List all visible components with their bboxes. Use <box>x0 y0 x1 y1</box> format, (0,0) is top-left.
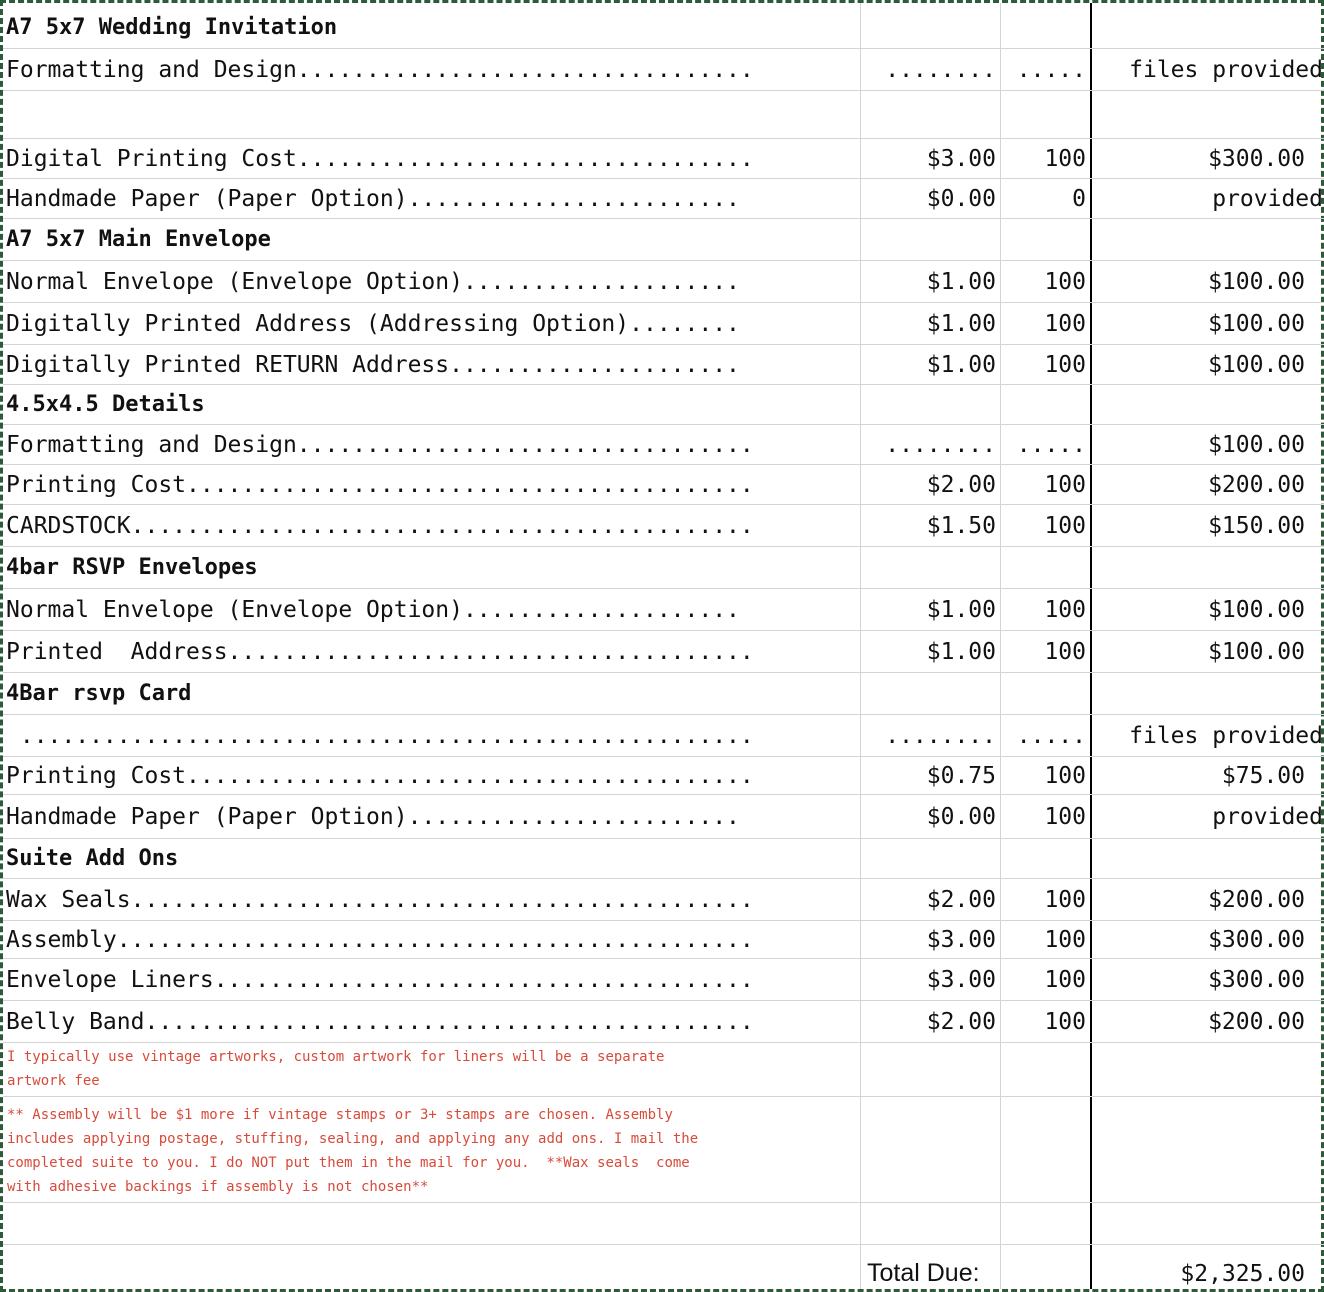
item-unit-price: $1.00 <box>926 268 996 295</box>
item-unit-price: $3.00 <box>926 145 996 172</box>
item-unit-price: $1.00 <box>926 351 996 378</box>
item-description: ..................................................... <box>6 722 754 749</box>
item-quantity: ..... <box>1016 56 1086 83</box>
section-heading-row <box>3 219 1324 261</box>
item-total: $100.00 <box>1208 310 1305 337</box>
item-quantity: 100 <box>1044 926 1086 953</box>
item-description: Handmade Paper (Paper Option)........................ <box>6 185 740 212</box>
table-row <box>3 795 1324 839</box>
table-row <box>3 921 1324 959</box>
item-total: files provided <box>1129 722 1323 749</box>
section-heading-row <box>3 673 1324 715</box>
table-row <box>3 879 1324 921</box>
item-description: Formatting and Design................................. <box>6 431 754 458</box>
item-unit-price: $2.00 <box>926 886 996 913</box>
table-row <box>3 715 1324 757</box>
section-heading-row <box>3 839 1324 879</box>
total-due-label: Total Due: <box>867 1259 980 1287</box>
section-heading: A7 5x7 Main Envelope <box>6 227 271 252</box>
item-unit-price: ........ <box>885 431 996 458</box>
section-heading: 4.5x4.5 Details <box>6 392 205 417</box>
item-unit-price: $3.00 <box>926 926 996 953</box>
item-unit-price: $1.50 <box>926 512 996 539</box>
item-total: $300.00 <box>1208 926 1305 953</box>
section-heading-row <box>3 547 1324 589</box>
item-quantity: 100 <box>1044 638 1086 665</box>
item-total: $200.00 <box>1208 471 1305 498</box>
item-quantity: ..... <box>1016 431 1086 458</box>
item-total: $300.00 <box>1208 145 1305 172</box>
item-unit-price: $0.00 <box>926 803 996 830</box>
item-quantity: 100 <box>1044 268 1086 295</box>
section-heading: Suite Add Ons <box>6 846 179 871</box>
table-row <box>3 345 1324 385</box>
total-due-value: $2,325.00 <box>1180 1261 1305 1287</box>
item-quantity <box>1003 91 1086 138</box>
table-row <box>3 1001 1324 1043</box>
table-row <box>3 303 1324 345</box>
section-heading-row <box>3 7 1324 49</box>
item-description: Assembly.............................................. <box>6 926 754 953</box>
table-row <box>3 261 1324 303</box>
item-quantity: 100 <box>1044 512 1086 539</box>
item-quantity: 100 <box>1044 471 1086 498</box>
item-unit-price: $2.00 <box>926 1008 996 1035</box>
item-total: $300.00 <box>1208 966 1305 993</box>
item-description: Belly Band............................................ <box>6 1008 754 1035</box>
item-description: Envelope Liners....................................... <box>6 966 754 993</box>
item-description: Digitally Printed Address (Addressing Option)........ <box>6 310 740 337</box>
item-quantity: 100 <box>1044 886 1086 913</box>
item-unit-price: ........ <box>885 56 996 83</box>
item-unit-price: $1.00 <box>926 310 996 337</box>
item-total: $200.00 <box>1208 1008 1305 1035</box>
item-unit-price: $1.00 <box>926 638 996 665</box>
item-description: Digital Printing Cost................................. <box>6 145 754 172</box>
note-row <box>3 1097 1324 1203</box>
item-total: $100.00 <box>1208 268 1305 295</box>
table-row <box>3 179 1324 219</box>
table-row <box>3 425 1324 465</box>
table-row <box>3 631 1324 673</box>
table-row <box>3 91 1324 139</box>
item-unit-price: $0.00 <box>926 185 996 212</box>
item-quantity: ..... <box>1016 722 1086 749</box>
item-quantity: 100 <box>1044 310 1086 337</box>
item-description: Normal Envelope (Envelope Option).................... <box>6 268 740 295</box>
section-heading-row <box>3 385 1324 425</box>
item-quantity: 0 <box>1072 185 1086 212</box>
table-row <box>3 757 1324 795</box>
item-unit-price <box>863 91 996 138</box>
item-total: $100.00 <box>1208 638 1305 665</box>
item-quantity: 100 <box>1044 1008 1086 1035</box>
item-quantity: 100 <box>1044 762 1086 789</box>
assembly-note: ** Assembly will be $1 more if vintage stamps or 3+ stamps are chosen. Assembly includes applying postage, stuffing, sealing, and applying any add ons. I mail the completed suite to you. I do NOT put them in the mail for you. **Wax seals come with adhesive backings if assembly is not chosen** <box>7 1107 699 1195</box>
section-heading: A7 5x7 Wedding Invitation <box>6 15 338 40</box>
item-unit-price: $0.75 <box>926 762 996 789</box>
item-description: Printed Address...................................... <box>6 638 754 665</box>
note-row <box>3 1041 1324 1097</box>
item-unit-price: $2.00 <box>926 471 996 498</box>
table-row <box>3 959 1324 1001</box>
table-row <box>3 589 1324 631</box>
item-total: provided <box>1212 803 1323 830</box>
item-total <box>1093 91 1323 138</box>
item-total: $100.00 <box>1208 351 1305 378</box>
item-quantity: 100 <box>1044 145 1086 172</box>
item-description: CARDSTOCK............................................. <box>6 512 754 539</box>
item-total: $100.00 <box>1208 431 1305 458</box>
item-total: $200.00 <box>1208 886 1305 913</box>
blank-row <box>3 1203 1324 1245</box>
item-quantity: 100 <box>1044 351 1086 378</box>
item-unit-price: $3.00 <box>926 966 996 993</box>
item-description: Normal Envelope (Envelope Option).................... <box>6 596 740 623</box>
item-description: Digitally Printed RETURN Address..................... <box>6 351 740 378</box>
section-heading: 4bar RSVP Envelopes <box>6 555 258 580</box>
table-row <box>3 465 1324 505</box>
item-unit-price: $1.00 <box>926 596 996 623</box>
item-description: Printing Cost......................................... <box>6 762 754 789</box>
item-unit-price: ........ <box>885 722 996 749</box>
item-description: Formatting and Design................................. <box>6 56 754 83</box>
table-row <box>3 505 1324 547</box>
item-description: Printing Cost......................................... <box>6 471 754 498</box>
item-description: Handmade Paper (Paper Option)........................ <box>6 803 740 830</box>
item-total: $75.00 <box>1221 762 1305 789</box>
item-quantity: 100 <box>1044 803 1086 830</box>
item-total: $150.00 <box>1208 512 1305 539</box>
item-quantity: 100 <box>1044 596 1086 623</box>
item-total: provided <box>1212 185 1323 212</box>
liner-note: I typically use vintage artworks, custom artwork for liners will be a separate artwork fee <box>7 1049 665 1089</box>
item-total: $100.00 <box>1208 596 1305 623</box>
item-total: files provided <box>1129 56 1323 83</box>
table-row <box>3 139 1324 179</box>
section-heading: 4Bar rsvp Card <box>6 681 192 706</box>
item-quantity: 100 <box>1044 966 1086 993</box>
item-description: Wax Seals............................................. <box>6 886 754 913</box>
item-description <box>6 91 858 138</box>
table-row <box>3 49 1324 91</box>
